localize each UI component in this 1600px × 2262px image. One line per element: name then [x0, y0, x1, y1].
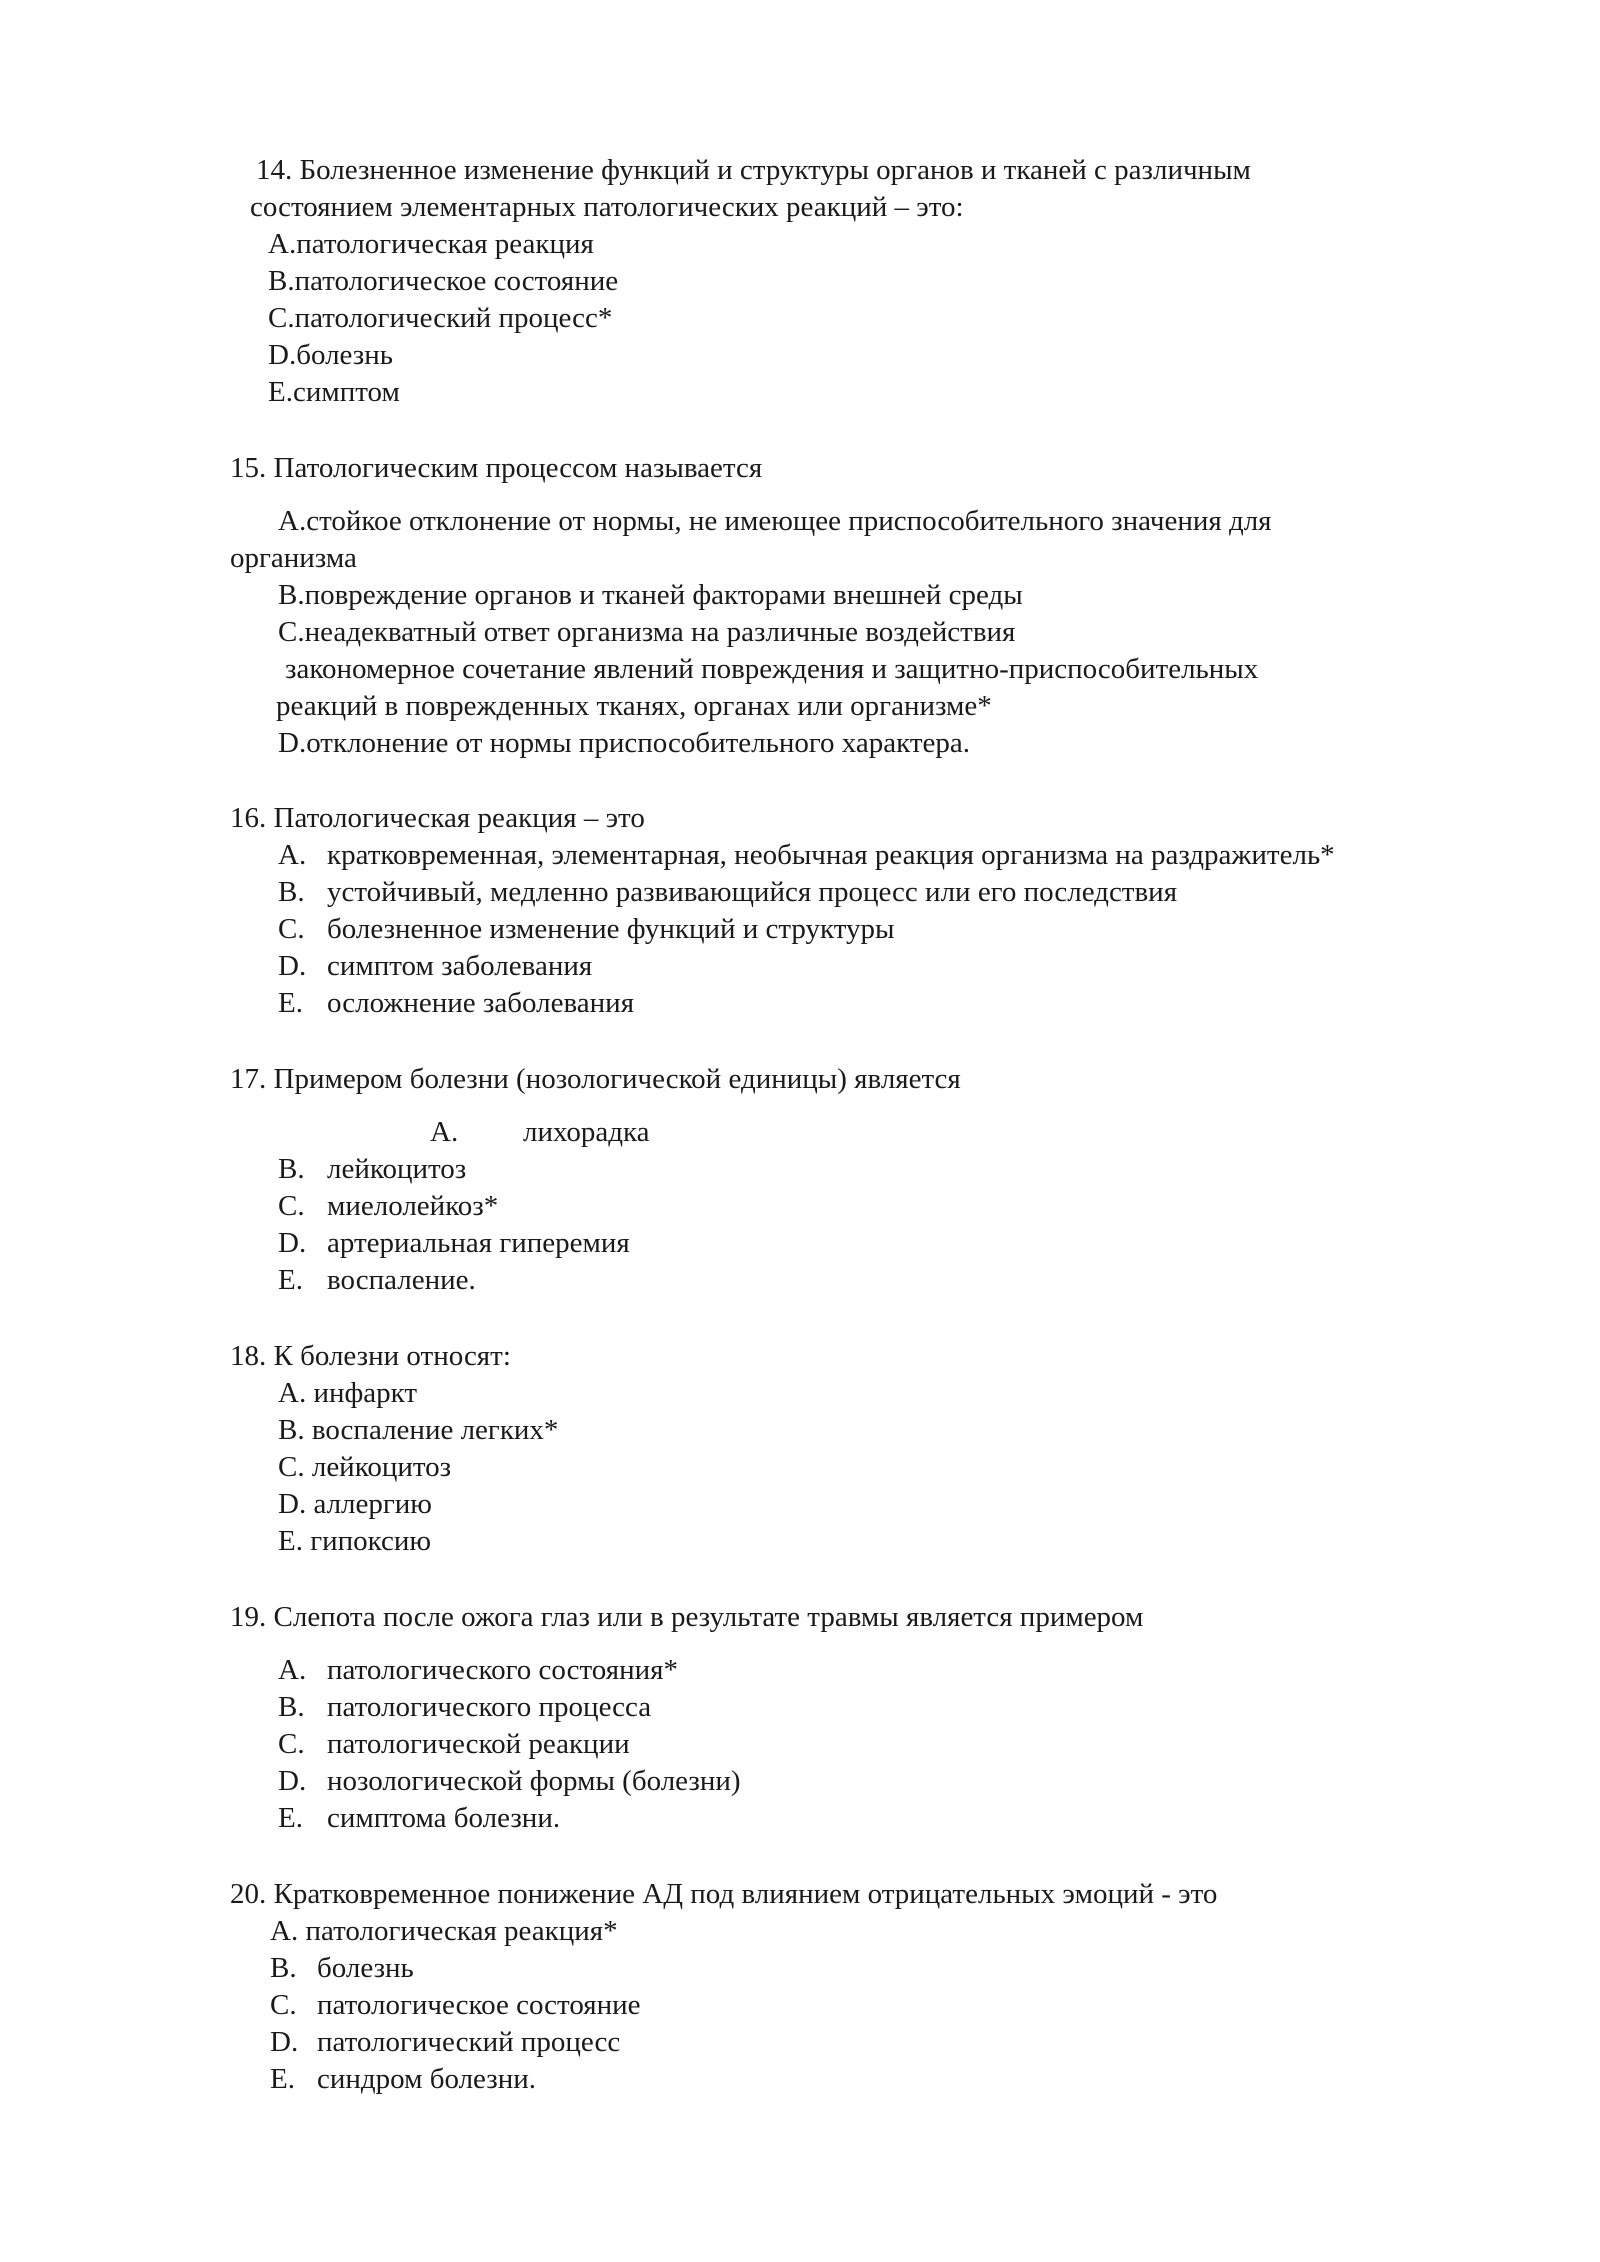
question-18-text: 18. К болезни относят:	[230, 1340, 511, 1372]
question-18-option-d: D. аллергию	[278, 1488, 432, 1520]
option-text: воспаление.	[327, 1264, 476, 1296]
option-letter: B.	[278, 1691, 305, 1723]
question-14-text-line-1: 14. Болезненное изменение функций и структуры органов и тканей с различным	[256, 154, 1251, 186]
question-17-text: 17. Примером болезни (нозологической единицы) является	[230, 1063, 961, 1095]
question-15-option-unlabeled-continued: реакций в поврежденных тканях, органах или организме*	[276, 690, 992, 722]
option-letter: C.	[278, 1728, 305, 1760]
option-text: болезненное изменение функций и структуры	[327, 913, 895, 945]
option-text: осложнение заболевания	[327, 987, 635, 1019]
option-letter: E.	[270, 2063, 295, 2095]
option-text: лихорадка	[523, 1116, 650, 1148]
question-15-text: 15. Патологическим процессом называется	[230, 452, 763, 484]
question-16-text: 16. Патологическая реакция – это	[230, 802, 645, 834]
option-text: симптом заболевания	[327, 950, 593, 982]
question-14-option-a: A.патологическая реакция	[268, 228, 594, 260]
question-14-option-d: D.болезнь	[268, 339, 393, 371]
option-text: нозологической формы (болезни)	[327, 1765, 741, 1797]
option-letter: D.	[278, 950, 307, 982]
question-15-option-b: B.повреждение органов и тканей факторами внешней среды	[278, 579, 1023, 611]
question-18-option-e: E. гипоксию	[278, 1525, 432, 1557]
option-letter: C.	[278, 1190, 305, 1222]
option-letter: E.	[278, 987, 303, 1019]
question-15-option-d: D.отклонение от нормы приспособительного характера.	[278, 727, 971, 759]
question-14-text-line-2: состоянием элементарных патологических реакций – это:	[250, 191, 964, 223]
option-text: патологической реакции	[327, 1728, 630, 1760]
question-18-option-a: A. инфаркт	[278, 1377, 418, 1409]
option-text: устойчивый, медленно развивающийся процесс или его последствия	[327, 876, 1178, 908]
option-letter: D.	[278, 1227, 307, 1259]
option-text: патологического состояния*	[327, 1654, 678, 1686]
option-text: синдром болезни.	[317, 2063, 537, 2095]
option-letter: A.	[278, 839, 307, 871]
option-text: патологическое состояние	[317, 1989, 641, 2021]
option-text: артериальная гиперемия	[327, 1227, 630, 1259]
question-15-option-unlabeled: закономерное сочетание явлений повреждения и защитно-приспособительных	[285, 653, 1259, 685]
option-text: болезнь	[317, 1952, 414, 1984]
question-15-option-c: C.неадекватный ответ организма на различные воздействия	[278, 616, 1016, 648]
option-letter: D.	[278, 1765, 307, 1797]
option-letter: E.	[278, 1802, 303, 1834]
question-14-option-b: B.патологическое состояние	[268, 265, 619, 297]
question-14-option-e: E.симптом	[268, 376, 400, 408]
option-letter: E.	[278, 1264, 303, 1296]
option-letter: B.	[278, 1153, 305, 1185]
option-letter: D.	[270, 2026, 299, 2058]
option-letter: C.	[270, 1989, 297, 2021]
option-text: симптома болезни.	[327, 1802, 561, 1834]
question-15-option-a: A.стойкое отклонение от нормы, не имеющее приспособительного значения для	[278, 505, 1272, 537]
question-20-text: 20. Кратковременное понижение АД под влиянием отрицательных эмоций - это	[230, 1878, 1218, 1910]
option-text: патологический процесс	[317, 2026, 621, 2058]
option-text: миелолейкоз*	[327, 1190, 499, 1222]
question-18-option-c: C. лейкоцитоз	[278, 1451, 452, 1483]
question-15-option-a-continued: организма	[230, 542, 357, 574]
question-14-option-c: C.патологический процесс*	[268, 302, 613, 334]
option-letter: B.	[278, 876, 305, 908]
option-letter: A.	[278, 1654, 307, 1686]
question-19-text: 19. Слепота после ожога глаз или в результате травмы является примером	[230, 1601, 1144, 1633]
option-text: лейкоцитоз	[327, 1153, 467, 1185]
question-18-option-b: B. воспаление легких*	[278, 1414, 559, 1446]
option-letter: C.	[278, 913, 305, 945]
option-letter: A.	[430, 1116, 459, 1148]
option-letter: B.	[270, 1952, 297, 1984]
question-20-option-a: A. патологическая реакция*	[270, 1915, 618, 1947]
option-text: патологического процесса	[327, 1691, 652, 1723]
option-text: кратковременная, элементарная, необычная реакция организма на раздражитель*	[327, 839, 1335, 871]
